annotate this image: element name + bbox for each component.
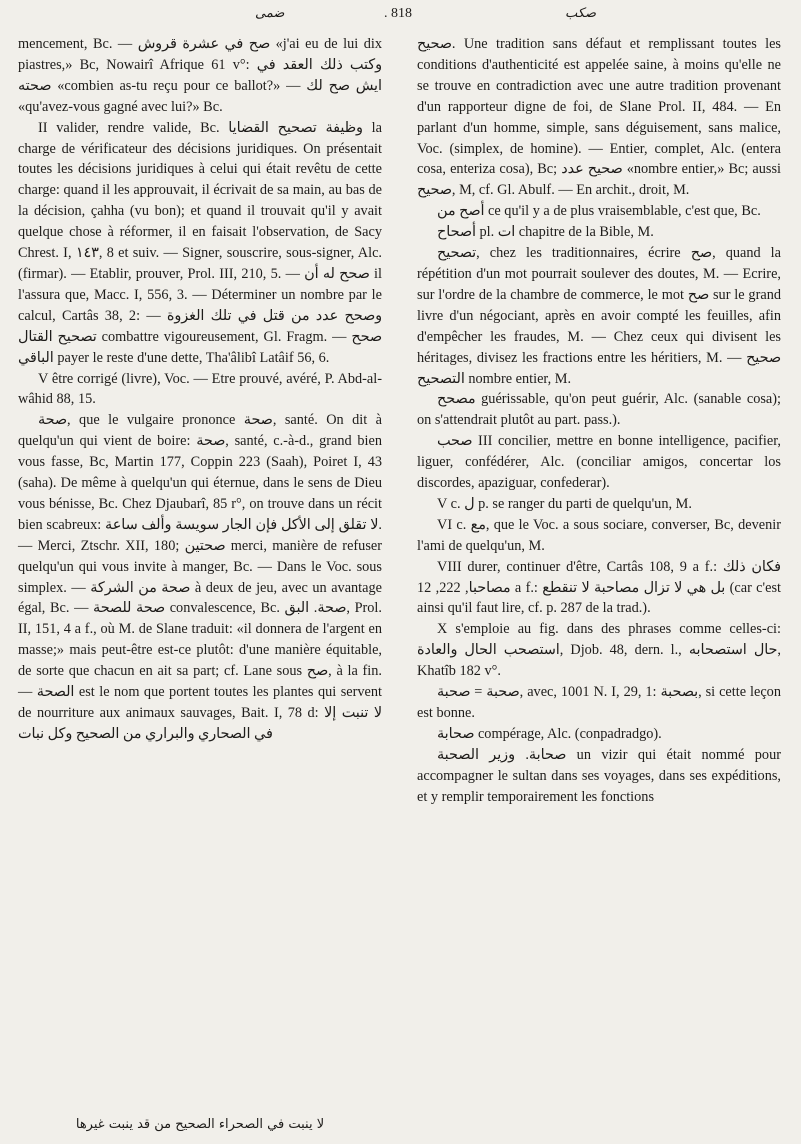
paragraph: VI c. مع, que le Voc. a sous sociare, converser, Bc, devenir l'ami de quelqu'un, M. [417,516,782,554]
paragraph: صحب III concilier, mettre en bonne intelligence, pacifier, liguer, confédérer, Alc. (conciliar amigos, concertar los discordes, apaziguar, confederar). [417,433,781,492]
paragraph: صحابة compérage, Alc. (conpadradgo). [437,725,662,742]
paragraph: VIII durer, continuer d'être, Cartâs 108, 9 a f.: فكان ذلك مصاحبا, 222, 12 a f.: بل هي لا تزال مصاحبة لا تنقطع (car c'est ainsi qu'il faut lire, cf. p. 287 de la trad.). [417,558,781,617]
paragraph: مصحح guérissable, qu'on peut guérir, Alc. (sanable cosa); on s'attendrait plutôt au part. pass.). [417,391,781,429]
left-column [18,34,382,745]
paragraph: صحة, que le vulgaire prononce صحة, santé. On dit à quelqu'un qui vient de boire: صحة, santé, c.-à-d., grand bien vous fasse, Bc, Martin 177, Coppin 223 (Saah), Poiret I, 43 (saha). De même à quelqu'un qui éternue, dans le sens de Dieu vous bénisse, Bc. Chez Djaubarî, 85 r°, on trouve dans un récit bien scabreux: لا تقلق إلى الأكل فإن الجار سويسة وألف ساعة. — Merci, Ztschr. XII, 180; صحتين merci, manière de refuser quelqu'un qui vous invite à manger, Bc. — Dans le Voc. sous simplex. — صحة من الشركة à deux de jeu, avec un avantage égal, Bc. — صحة للصحة convalescence, Bc. صحة. البق, Prol. II, 151, 4 a f., où M. de Slane traduit: «il donnera de l'argent en masse;» mais peut-être est-ce plutôt: d'une manière équitable, de sorte que chacun en ait sa part; cf. Lane sous صح, à la fin. — الصحة est le nom que portent toutes les plantes qui servent de nourriture aux animaux sauvages, Bait. I, 78 d: لا تنبت إلا في الصحاري والبراري من الصحيح وكل نبات [18,412,382,742]
paragraph: X s'emploie au fig. dans des phrases comme celles-ci: استصحب الحال والعادة, Djob. 48, dern. l., حال استصحابه, Khatîb 182 v°. [417,621,781,680]
header-right-glyph: صكب [565,6,596,21]
page-header [0,6,801,30]
paragraph: أصحاح pl. ات chapitre de la Bible, M. [437,224,654,241]
paragraph: صحبة = صحبة, avec, 1001 N. I, 29, 1: بصحبة, si cette leçon est bonne. [417,684,781,721]
footer-arabic-line: لا ينبت في الصحراء الصحيح من قد ينبت غيرها [75,1117,325,1132]
right-column [417,34,781,808]
paragraph: II valider, rendre valide, Bc. وظيفة تصحيح القضايا la charge de vérificateur des décisions juridiques. On présentait toutes les décisions juridiques à celui qui était revêtu de cette charge: quand il les approuvait, il écrivait de sa main, au bas de la décision, çahha (vu bon); et quand il trouvait qu'il y avait quelque chose à réformer, il en faisait l'observation, de Sacy Chrest. I, ١٤٣, 8 et suiv. — Signer, souscrire, sous-signer, Alc. (firmar). — Etablir, prouver, Prol. III, 210, 5. — صحح له أن il l'assura que, Macc. I, 556, 3. — Déterminer un nombre par le calcul, Cartâs 38, 2: وصحح عدد من قتل في تلك الغزوة — تصحيح القتال combattre vigoureusement, Gl. Fragm. — صحح الباقي payer le reste d'une dette, Tha'âlibî Latâif 56, 6. [18,119,382,366]
paragraph: صحابة. وزير الصحبة un vizir qui était nommé pour accompagner le sultan dans ses voyages, dans ses expéditions, et y remplir temporairement les fonctions [417,746,781,805]
paragraph: mencement, Bc. — صح في عشرة قروش «j'ai eu de lui dix piastres,» Bc, Nowairî Afrique 61 v°: وكتب ذلك العقد في صحته «combien as-tu reçu pour ce ballot?» — ايش صح لك «qu'avez-vous gagné avec lui?» Bc. [18,36,382,115]
paragraph: تصحيح, chez les traditionnaires, écrire صح, quand la répétition d'un mot pourrait soulever des doutes, M. — Ecrire, sur l'ordre de la chambre de commerce, le mot صح sur le grand livre d'un négociant, après en avoir compté les feuilles, afin d'empêcher les fraudes, M. — Chez ceux qui divisent les héritages, divisez les fractions entre les héritiers, M. — صحيح التصحيح nombre entier, M. [417,245,781,387]
paragraph: V être corrigé (livre), Voc. — Etre prouvé, avéré, P. Abd-al-wâhid 88, 15. [18,370,382,408]
paragraph: صحيح. Une tradition sans défaut et remplissant toutes les conditions d'authenticité est appelée saine, à moins qu'elle ne se trouve en contradiction avec une autre tradition provenant d'un rapporteur digne de foi, de Slane Prol. II, 484. — En parlant d'un homme, simple, sans déguisement, sans malice, Voc. (simplex, de homine). — Entier, complet, Alc. (entera cosa, enteriza cosa), Bc; صحيح عدد «nombre entier,» Bc; aussi صحيح, M, cf. Gl. Abulf. — En archit., droit, M. [417,36,782,199]
paragraph: أصح من ce qu'il y a de plus vraisemblable, c'est que, Bc. [437,203,761,220]
page-number: . 818 [384,6,412,21]
paragraph: V c. ل p. se ranger du parti de quelqu'un, M. [437,495,692,512]
header-left-glyph: ضمى [255,6,285,21]
